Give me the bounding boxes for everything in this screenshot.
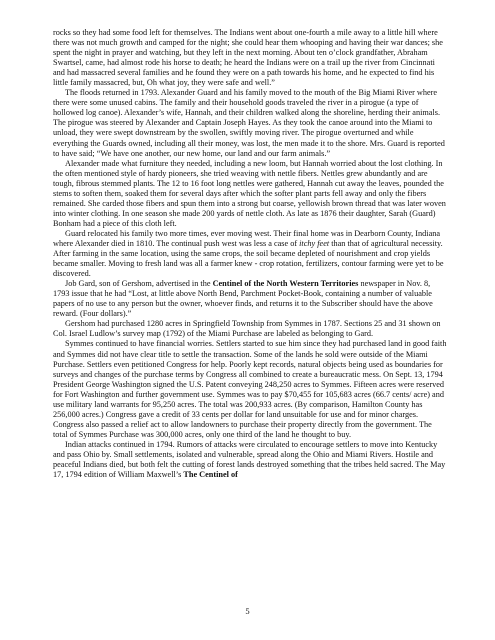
paragraph-text: The floods returned in 1793. Alexander Guard and his family moved to the mouth of the Big Miami River where there were some unused cabins. The family and their household goods traveled the river in a pirogue (a type of hollowed log canoe). Alexander’s wife, Hannah, and their children walked along the shoreline, herding their animals. The pirogue was steered by Alexander and Captain Joseph Hayes. As they took the canoe around into the Miami to unload, they were swept downstream by the swollen, swiftly moving river. The pirogue overturned and while everything the Guards owned, including all their money, was lost, the men made it to the shore. Mrs. Guard is reported to have said; “We have one another, our new home, our land and our farm animals.”	[53, 88, 445, 158]
paragraph	[53, 339, 448, 439]
body-text	[53, 28, 448, 480]
paragraph-text: rocks so they had some food left for themselves. The Indians went about one-fourth a mile away to a little hill where there was not much growth and camped for the night; she could hear them whooping and having their war dances; she spent the night in prayer and watching, but they left in the next morning. About ten o’clock grandfather, Abraham Swartsel, came, had almost rode his horse to death; he heard the Indians were on a trail up the river from Cincinnati and had massacred several families and he found they were on a path towards his home, and he expected to find his little family massacred, but, Oh what joy, they were safe and well.”	[53, 28, 443, 88]
publication-title: Centinel of the North Western Territories	[212, 279, 359, 289]
paragraph-text: than that of agricultural necessity. After farming in the same location, using the same crops, the soil became depleted of nourishment and crop yields became smaller. Moving to fresh land was all a farmer knew - crop rotation, fertilizers, contour farming were yet to be discovered.	[53, 238, 444, 279]
paragraph-text: Gershom had purchased 1280 acres in Springfield Township from Symmes in 1787. Sections 25 and 31 shown on Col. Israel Ludlow’s survey map (1792) of the Miami Purchase are labeled as belonging to Gard.	[53, 319, 441, 339]
paragraph	[53, 28, 448, 88]
paragraph-text: Indian attacks continued in 1794. Rumors of attacks were circulated to encourage settlers to move into Kentucky and pass Ohio by. Small settlements, isolated and vulnerable, spread along the Ohio and Miami Rivers. Hostile and peaceful Indians died, but both felt the cutting of forest lands destroyed something that the tribes held sacred. The May 17, 1794 edition of William Maxwell’s	[53, 439, 446, 480]
paragraph	[53, 440, 448, 480]
paragraph-text: Symmes continued to have financial worries. Settlers started to sue him since they had purchased land in good faith and Symmes did not have clear title to settle the transaction. Some of the lands he sold were outside of the Miami Purchase. Settlers even petitioned Congress for help. Poorly kept records, natural objects being used as boundaries for surveys and changes of the purchase terms by Congress all combined to create a bureaucratic mess. On Sept. 13, 1794 President George Washington signed the U.S. Patent conveying 248,250 acres to Symmes. Fifteen acres were reserved for Fort Washington and further government use. Symmes was to pay $70,455 for 105,683 acres (66.7 cents/ acre) and use military land warrants for 95,250 acres. The total was 200,933 acres. (By comparison, Hamilton County has 256,000 acres.) Congress gave a credit of 33 cents per dollar for land unsuitable for use and for minor charges. Congress also passed a relief act to allow landowners to purchase their property directly from the government. The total of Symmes Purchase was 300,000 acres, only one third of the land he thought to buy.	[53, 339, 447, 439]
paragraph-text: Guard relocated his family two more times, ever moving west. Their final home was in Dearborn County, Indiana where Alexander died in 1810. The continual push west was less a case of	[53, 228, 441, 248]
emphasis-text: itchy feet	[299, 238, 330, 248]
paragraph	[53, 279, 448, 319]
paragraph-text: newspaper in Nov. 8, 1793 issue that he had “Lost, at little above North Bend, Parchment Pocket-Book, containing a number of valuable papers of no use to any person but the owner, whoever finds, and returns it to the Subscriber should have the above reward. (Four dollars).”	[53, 279, 433, 319]
paragraph	[53, 319, 448, 339]
paragraph-text: Job Gard, son of Gershom, advertised in the	[65, 279, 213, 289]
paragraph	[53, 159, 448, 229]
page-number: 5	[245, 606, 250, 616]
paragraph-text: Alexander made what furniture they needed, including a new loom, but Hannah worried about the lost clothing. In the often mentioned style of hardy pioneers, she tried weaving with nettle fibers. Nettles grew abundantly and are tough, fibrous stemmed plants. The 12 to 16 foot long nettles were gathered, Hannah cut away the leaves, pounded the stems to soften them, soaked them for several days after which the softer plant parts fell away and only the fibers remained. She carded those fibers and spun them into a strong but coarse, yellowish brown thread that was later woven into winter clothing. In one season she made 200 yards of nettle cloth. As late as 1876 their daughter, Sarah (Guard) Bonham had a piece of this cloth left.	[53, 158, 446, 228]
publication-title: The Centinel of	[183, 470, 238, 480]
paragraph	[53, 88, 448, 158]
paragraph	[53, 229, 448, 279]
